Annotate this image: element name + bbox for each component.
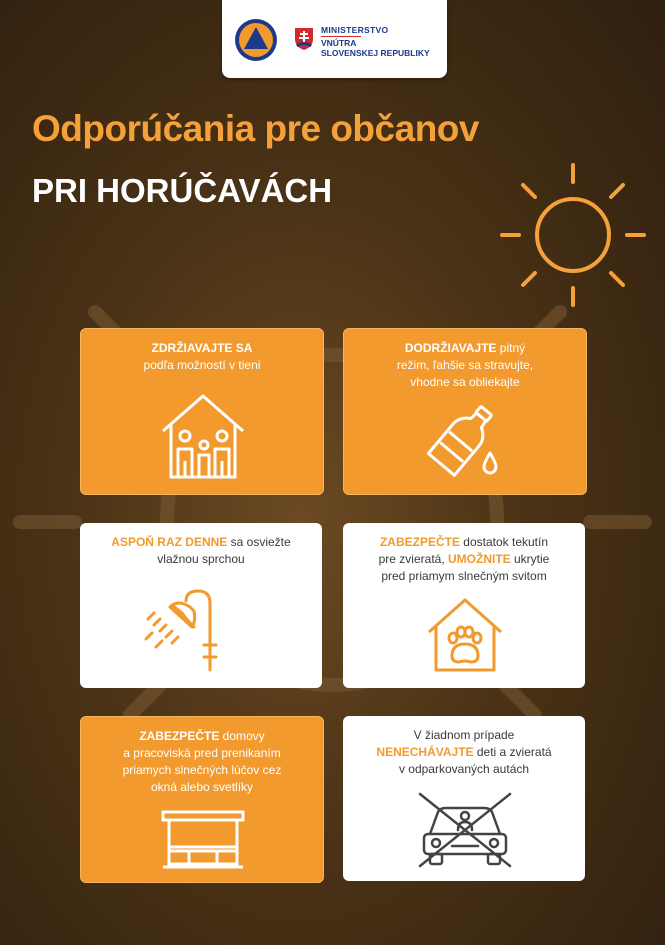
pet-house-icon	[426, 596, 504, 674]
tip-bold: NENECHÁVAJTE	[376, 745, 474, 759]
tip-text	[353, 534, 575, 585]
sun-icon	[498, 162, 648, 312]
page-subtitle: PRI HORÚČAVÁCH	[32, 172, 333, 209]
tip-card-drinking	[343, 328, 587, 495]
civil-protection-logo-icon	[234, 18, 278, 62]
tip-card-car	[343, 716, 585, 881]
crossed-car-icon	[416, 790, 514, 870]
tip-card-animals	[343, 523, 585, 688]
window-blind-icon	[159, 809, 247, 871]
tip-text-line: vhodne sa obliekajte	[410, 375, 520, 389]
tip-text	[91, 340, 313, 374]
tip-text-line: v odparkovaných autách	[398, 762, 530, 776]
tip-bold: UMOŽNITE	[448, 552, 511, 566]
tip-bold: ZABEZPEČTE	[379, 535, 460, 549]
slovak-crest-icon	[294, 27, 314, 51]
tip-card-windows	[80, 716, 324, 883]
shower-icon	[142, 585, 232, 675]
tip-bold: DODRŽIAVAJTE	[404, 341, 497, 355]
tip-text-line: deti a zvieratá	[473, 745, 552, 759]
tip-card-shade	[80, 328, 324, 495]
tip-text-line: pre zvieratá,	[378, 552, 448, 566]
tip-text	[90, 534, 312, 568]
water-bottle-icon	[426, 401, 506, 481]
tip-bold: ZDRŽIAVAJTE SA	[151, 341, 253, 355]
ministry-line1: MINISTERSTVO	[321, 25, 389, 35]
page-title: Odporúčania pre občanov	[32, 108, 479, 149]
tip-text-line: ukrytie	[510, 552, 550, 566]
house-family-icon	[159, 391, 247, 481]
tip-text-line: pred priamym slnečným svitom	[381, 569, 547, 583]
tip-text-line: priamych slnečných lúčov cez	[122, 763, 282, 777]
tip-text-line: vlažnou sprchou	[157, 552, 245, 566]
ministry-divider	[321, 36, 361, 37]
tip-text-line: V žiadnom prípade	[413, 728, 515, 742]
tip-bold: ZABEZPEČTE	[139, 729, 220, 743]
ministry-name	[321, 25, 430, 58]
tip-card-shower	[80, 523, 322, 688]
logo-header	[222, 0, 447, 78]
tip-text	[91, 728, 313, 796]
tip-text	[354, 340, 576, 391]
ministry-line3: SLOVENSKEJ REPUBLIKY	[321, 48, 430, 58]
tip-text-line: okná alebo svetlíky	[150, 780, 254, 794]
ministry-line2: VNÚTRA	[321, 38, 357, 48]
tip-text-line: pitný	[496, 341, 526, 355]
tip-text	[353, 727, 575, 778]
tip-text-line: domovy	[219, 729, 265, 743]
tip-text-line: podľa možností v tieni	[143, 358, 261, 372]
tip-text-line: sa osviežte	[227, 535, 291, 549]
tip-text-line: dostatok tekutín	[459, 535, 549, 549]
tip-bold: ASPOŇ RAZ DENNE	[111, 535, 228, 549]
tip-text-line: a pracoviská pred prenikaním	[123, 746, 281, 760]
tip-text-line: režim, ľahšie sa stravujte,	[396, 358, 534, 372]
